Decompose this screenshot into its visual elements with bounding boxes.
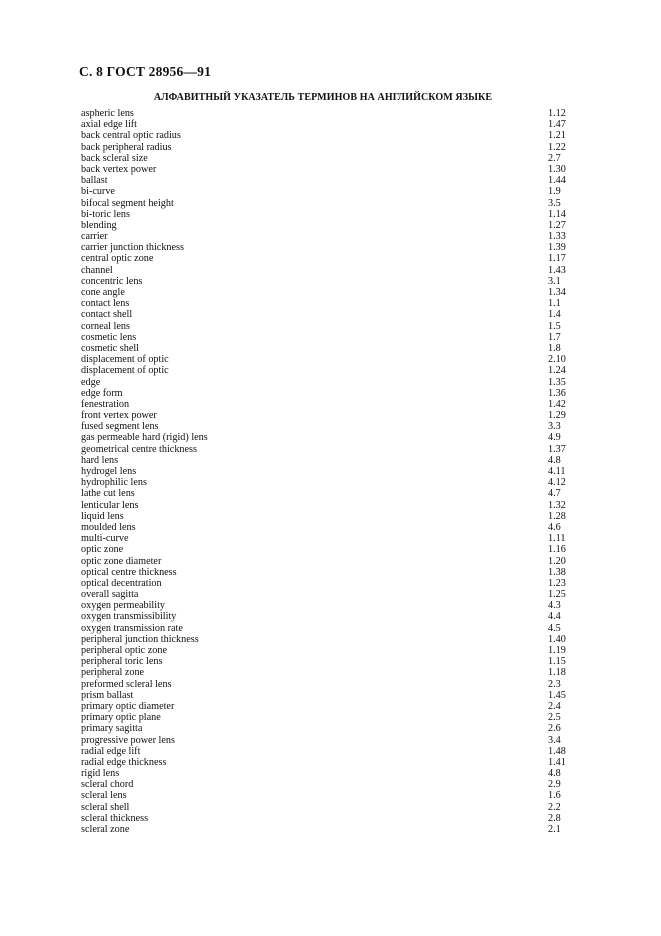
- term-reference-number: 1.22: [548, 141, 566, 153]
- term-row: [81, 679, 569, 690]
- term-row: [81, 153, 569, 164]
- term-name: moulded lens: [81, 521, 136, 533]
- term-reference-number: 1.19: [548, 645, 566, 656]
- term-name: peripheral zone: [81, 667, 145, 679]
- term-row: [81, 432, 569, 443]
- term-reference-number: 4.4: [548, 611, 561, 623]
- term-row: [81, 645, 569, 656]
- term-reference-number: 2.1: [548, 824, 561, 835]
- term-row: [81, 175, 569, 186]
- term-name: axial edge lift: [81, 119, 138, 131]
- term-name: overall sagitta: [81, 589, 139, 601]
- term-reference-number: 1.42: [548, 398, 566, 410]
- term-reference-number: 1.23: [548, 577, 566, 589]
- term-row: [81, 712, 569, 723]
- term-reference-number: 1.44: [548, 175, 566, 187]
- term-name: multi-curve: [81, 533, 129, 545]
- term-name: concentric lens: [81, 275, 143, 287]
- term-reference-number: 2.9: [548, 779, 561, 791]
- term-name: corneal lens: [81, 320, 130, 332]
- term-row: [81, 130, 569, 141]
- term-row: [81, 600, 569, 611]
- term-reference-number: 1.18: [548, 667, 566, 679]
- term-name: back peripheral radius: [81, 141, 172, 153]
- term-name: hard lens: [81, 454, 119, 466]
- term-row: [81, 824, 569, 835]
- term-row: [81, 332, 569, 343]
- term-reference-number: 4.5: [548, 622, 561, 634]
- term-reference-number: 1.21: [548, 130, 566, 142]
- page-header: С. 8 ГОСТ 28956—91: [79, 64, 212, 79]
- term-row: [81, 488, 569, 499]
- term-row: [81, 421, 569, 432]
- term-name: optical decentration: [81, 577, 162, 589]
- term-name: scleral lens: [81, 790, 127, 802]
- term-row: [81, 533, 569, 544]
- term-name: blending: [81, 219, 117, 231]
- term-name: cone angle: [81, 287, 125, 298]
- term-row: [81, 455, 569, 466]
- term-reference-number: 1.6: [548, 790, 561, 802]
- term-name: cosmetic shell: [81, 342, 139, 354]
- term-reference-number: 1.7: [548, 331, 561, 343]
- term-name: aspheric lens: [81, 108, 134, 119]
- term-reference-number: 1.30: [548, 163, 566, 175]
- term-reference-number: 4.12: [548, 477, 566, 489]
- term-name: back scleral size: [81, 152, 148, 164]
- term-name: scleral chord: [81, 779, 134, 791]
- term-reference-number: 1.17: [548, 253, 566, 265]
- section-title: АЛФАВИТНЫЙ УКАЗАТЕЛЬ ТЕРМИНОВ НА АНГЛИЙСКОМ ЯЗЫКЕ: [153, 92, 493, 103]
- term-reference-number: 1.47: [548, 119, 566, 131]
- term-row: [81, 108, 569, 119]
- term-name: hydrogel lens: [81, 466, 137, 477]
- term-name: fused segment lens: [81, 421, 159, 433]
- term-row: [81, 723, 569, 734]
- term-reference-number: 1.37: [548, 443, 566, 455]
- term-row: [81, 309, 569, 320]
- term-reference-number: 2.5: [548, 712, 561, 724]
- term-row: [81, 220, 569, 231]
- term-row: [81, 365, 569, 376]
- term-row: [81, 522, 569, 533]
- term-row: [81, 186, 569, 197]
- term-name: displacement of optic: [81, 354, 169, 366]
- term-name: rigid lens: [81, 768, 120, 780]
- term-reference-number: 1.24: [548, 365, 566, 377]
- term-name: edge: [81, 376, 101, 388]
- term-reference-number: 4.3: [548, 600, 561, 612]
- term-row: [81, 746, 569, 757]
- term-name: oxygen transmission rate: [81, 622, 183, 634]
- term-reference-number: 1.8: [548, 342, 561, 354]
- term-reference-number: 4.8: [548, 768, 561, 780]
- term-name: progressive power lens: [81, 734, 175, 746]
- term-row: [81, 690, 569, 701]
- term-reference-number: 4.6: [548, 521, 561, 533]
- term-reference-number: 1.43: [548, 264, 566, 276]
- term-reference-number: 2.6: [548, 723, 561, 735]
- term-reference-number: 2.2: [548, 801, 561, 813]
- term-row: [81, 511, 569, 522]
- term-reference-number: 4.11: [548, 466, 566, 477]
- term-reference-number: 1.35: [548, 376, 566, 388]
- term-name: prism ballast: [81, 689, 134, 701]
- term-reference-number: 1.4: [548, 309, 561, 321]
- term-reference-number: 1.25: [548, 589, 566, 601]
- term-row: [81, 768, 569, 779]
- term-row: [81, 388, 569, 399]
- term-row: [81, 667, 569, 678]
- term-reference-number: 1.28: [548, 510, 566, 522]
- term-name: front vertex power: [81, 410, 157, 422]
- term-name: optic zone: [81, 544, 124, 556]
- term-row: [81, 466, 569, 477]
- term-row: [81, 500, 569, 511]
- term-reference-number: 3.1: [548, 275, 561, 287]
- term-row: [81, 813, 569, 824]
- term-row: [81, 377, 569, 388]
- term-name: scleral shell: [81, 801, 130, 813]
- term-name: peripheral toric lens: [81, 656, 163, 668]
- term-index-list: [81, 108, 569, 835]
- term-name: lenticular lens: [81, 499, 139, 511]
- term-name: ballast: [81, 175, 108, 187]
- term-reference-number: 1.11: [548, 533, 566, 545]
- term-reference-number: 1.9: [548, 186, 561, 198]
- term-reference-number: 1.48: [548, 745, 566, 757]
- term-row: [81, 119, 569, 130]
- term-row: [81, 578, 569, 589]
- term-reference-number: 1.29: [548, 410, 566, 422]
- term-name: scleral zone: [81, 824, 130, 835]
- term-reference-number: 1.16: [548, 544, 566, 556]
- term-row: [81, 265, 569, 276]
- term-reference-number: 3.4: [548, 734, 561, 746]
- term-reference-number: 1.45: [548, 689, 566, 701]
- term-reference-number: 2.3: [548, 678, 561, 690]
- term-name: bi-curve: [81, 186, 115, 198]
- term-name: channel: [81, 264, 113, 276]
- term-row: [81, 634, 569, 645]
- term-reference-number: 1.20: [548, 555, 566, 567]
- term-name: optic zone diameter: [81, 555, 162, 567]
- term-row: [81, 701, 569, 712]
- term-reference-number: 4.9: [548, 432, 561, 444]
- term-row: [81, 321, 569, 332]
- term-row: [81, 276, 569, 287]
- term-reference-number: 4.8: [548, 454, 561, 466]
- term-name: back central optic radius: [81, 130, 181, 142]
- term-row: [81, 343, 569, 354]
- term-name: lathe cut lens: [81, 488, 135, 500]
- term-name: scleral thickness: [81, 812, 149, 824]
- term-row: [81, 198, 569, 209]
- term-reference-number: 1.12: [548, 108, 566, 119]
- term-name: preformed scleral lens: [81, 678, 172, 690]
- term-reference-number: 1.40: [548, 633, 566, 645]
- term-reference-number: 3.3: [548, 421, 561, 433]
- term-row: [81, 354, 569, 365]
- term-name: edge form: [81, 387, 123, 399]
- term-row: [81, 410, 569, 421]
- term-reference-number: 1.15: [548, 656, 566, 668]
- term-name: fenestration: [81, 398, 130, 410]
- term-name: radial edge thickness: [81, 756, 167, 768]
- term-name: peripheral optic zone: [81, 645, 167, 656]
- term-name: bi-toric lens: [81, 208, 130, 220]
- term-row: [81, 399, 569, 410]
- term-reference-number: 2.4: [548, 700, 561, 712]
- term-reference-number: 1.5: [548, 320, 561, 332]
- term-name: geometrical centre thickness: [81, 443, 197, 455]
- term-name: oxygen transmissibility: [81, 611, 177, 623]
- term-reference-number: 2.10: [548, 354, 566, 366]
- term-name: bifocal segment height: [81, 197, 174, 209]
- term-name: primary sagitta: [81, 723, 143, 735]
- term-reference-number: 1.34: [548, 287, 566, 298]
- term-row: [81, 589, 569, 600]
- term-reference-number: 4.7: [548, 488, 561, 500]
- term-name: back vertex power: [81, 163, 157, 175]
- term-row: [81, 209, 569, 220]
- term-row: [81, 142, 569, 153]
- term-row: [81, 623, 569, 634]
- term-name: central optic zone: [81, 253, 154, 265]
- term-name: primary optic plane: [81, 712, 161, 724]
- term-row: [81, 287, 569, 298]
- term-row: [81, 567, 569, 578]
- term-row: [81, 477, 569, 488]
- term-name: radial edge lift: [81, 745, 141, 757]
- term-row: [81, 790, 569, 801]
- term-name: gas permeable hard (rigid) lens: [81, 432, 208, 444]
- term-name: primary optic diameter: [81, 700, 175, 712]
- term-row: [81, 298, 569, 309]
- term-reference-number: 1.41: [548, 756, 566, 768]
- term-row: [81, 611, 569, 622]
- term-row: [81, 556, 569, 567]
- term-reference-number: 1.33: [548, 231, 566, 243]
- term-row: [81, 757, 569, 768]
- term-name: optical centre thickness: [81, 566, 177, 578]
- term-row: [81, 802, 569, 813]
- term-reference-number: 3.5: [548, 197, 561, 209]
- term-row: [81, 253, 569, 264]
- term-row: [81, 164, 569, 175]
- term-name: liquid lens: [81, 510, 124, 522]
- term-name: carrier junction thickness: [81, 242, 184, 254]
- term-reference-number: 2.8: [548, 812, 561, 824]
- term-reference-number: 1.27: [548, 219, 566, 231]
- term-name: displacement of optic: [81, 365, 169, 377]
- term-name: contact lens: [81, 298, 130, 310]
- term-name: peripheral junction thickness: [81, 633, 199, 645]
- term-row: [81, 544, 569, 555]
- term-row: [81, 242, 569, 253]
- term-reference-number: 2.7: [548, 152, 561, 164]
- term-name: carrier: [81, 231, 108, 243]
- term-reference-number: 1.36: [548, 387, 566, 399]
- term-reference-number: 1.38: [548, 566, 566, 578]
- term-reference-number: 1.1: [548, 298, 561, 310]
- term-reference-number: 1.39: [548, 242, 566, 254]
- term-reference-number: 1.32: [548, 499, 566, 511]
- term-reference-number: 1.14: [548, 208, 566, 220]
- term-name: oxygen permeability: [81, 600, 166, 612]
- term-row: [81, 735, 569, 746]
- term-name: hydrophilic lens: [81, 477, 147, 489]
- term-name: cosmetic lens: [81, 331, 137, 343]
- term-name: contact shell: [81, 309, 133, 321]
- term-row: [81, 231, 569, 242]
- term-row: [81, 656, 569, 667]
- term-row: [81, 444, 569, 455]
- term-row: [81, 779, 569, 790]
